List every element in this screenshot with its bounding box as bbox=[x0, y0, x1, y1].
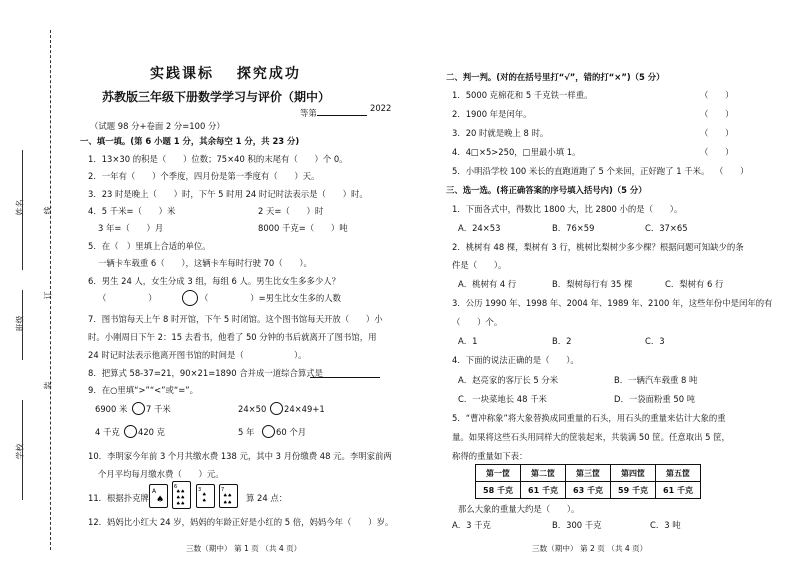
choice-5-question: 那么大象的重量大约是（ ）。 bbox=[458, 504, 580, 514]
weight-table bbox=[475, 464, 701, 499]
playing-card-1 bbox=[149, 484, 168, 508]
table-header-cell: 第一筐 bbox=[476, 465, 521, 482]
judge-1-answer[interactable]: （ ） bbox=[700, 90, 734, 100]
table-cell: 61 千克 bbox=[656, 482, 701, 499]
question-4c: 3 年=（ ）月 bbox=[98, 223, 164, 233]
table-cell: 59 千克 bbox=[611, 482, 656, 499]
playing-card-3 bbox=[196, 484, 215, 508]
q9-row2-c: 5 年 bbox=[238, 427, 255, 437]
choice-2-b: B．梨树每行有 35 棵 bbox=[552, 279, 633, 289]
svg-text:♠: ♠ bbox=[156, 495, 165, 505]
question-2: 2．一年有（ ）个季度，四月份是第一季度有（ ）天。 bbox=[88, 171, 320, 181]
page-1-footer: 三数（期中） 第 1 页 （共 4 页） bbox=[186, 544, 302, 553]
question-5: 5．在（ ）里填上合适的单位。 bbox=[88, 241, 211, 251]
table-row bbox=[476, 465, 701, 482]
compare-circle-icon[interactable] bbox=[270, 402, 283, 415]
question-10-line1: 10．李明家今年前 3 个月共缴水费 138 元，其中 3 月份缴费 48 元。李明家前两 bbox=[88, 451, 392, 461]
choice-4-a: A．赵亮家的客厅长 5 分米 bbox=[458, 375, 559, 385]
judge-4: 4．4□×5>250，□里最小填 1。 bbox=[452, 147, 581, 157]
compare-circle-icon[interactable] bbox=[182, 290, 198, 306]
section-1-heading: 一、填一填。(第 6 小题 1 分，其余每空 1 分，共 23 分) bbox=[80, 136, 300, 146]
q9-row2-a: 4 千克 bbox=[95, 427, 120, 437]
margin-label-bind: 装 bbox=[43, 381, 53, 390]
table-cell: 58 千克 bbox=[476, 482, 521, 499]
question-8-answer-line[interactable] bbox=[310, 377, 380, 378]
choice-5-line1: 5．“曹冲称象”将大象替换成同重量的石头，用石头的重量来估计大象的重 bbox=[452, 413, 726, 423]
school-blank-line bbox=[22, 400, 23, 500]
exam-year: 2022 bbox=[370, 103, 392, 113]
choice-2-a: A．桃树有 4 行 bbox=[458, 279, 517, 289]
choice-2-line1: 2．桃树有 48 棵，梨树有 3 行，桃树比梨树少多少棵？根据问题可知缺少的条 bbox=[452, 242, 744, 252]
question-7-line1: 7．图书馆每天上午 8 时开馆，下午 5 时闭馆。这个图书馆每天开放（ ）小 bbox=[88, 314, 383, 324]
question-10-line2: 个月平均每月缴水费（ ）元。 bbox=[98, 469, 224, 479]
choice-5-a: A．3 千克 bbox=[452, 520, 491, 530]
choice-3-line2: （ ）个。 bbox=[452, 317, 503, 327]
judge-5: 5．小明沿学校 100 米长的直跑道跑了 5 个来回，正好跑了 1 千米。 bbox=[452, 166, 710, 176]
table-cell: 63 千克 bbox=[566, 482, 611, 499]
choice-2-line2: 件是（ ）。 bbox=[452, 260, 507, 270]
svg-text:♠♠: ♠♠ bbox=[223, 500, 232, 506]
judge-3: 3．20 时就是晚上 8 时。 bbox=[452, 128, 549, 138]
question-1: 1．13×30 的积是（ ）位数；75×40 积的末尾有（ ）个 0。 bbox=[88, 154, 348, 164]
svg-text:A: A bbox=[152, 488, 157, 495]
choice-5-line2: 量。如果将这些石头用同样大的筐装起来，共装满 50 筐。任意取出 5 筐， bbox=[452, 432, 730, 442]
svg-text:♠♠: ♠♠ bbox=[176, 501, 185, 507]
choice-4: 4．下面的说法正确的是（ ）。 bbox=[452, 355, 579, 365]
table-header-cell: 第五筐 bbox=[656, 465, 701, 482]
compare-circle-icon[interactable] bbox=[132, 402, 145, 415]
choice-3-b: B．2 bbox=[552, 336, 572, 346]
q9-row1-b: 7 千米 bbox=[146, 404, 171, 414]
margin-label-name: 姓名 bbox=[15, 199, 25, 216]
judge-3-answer[interactable]: （ ） bbox=[700, 128, 734, 138]
table-header-cell: 第四筐 bbox=[611, 465, 656, 482]
playing-card-4 bbox=[219, 484, 238, 508]
question-11-suffix: 算 24 点： bbox=[246, 493, 288, 503]
question-4b: 2 天=（ ）时 bbox=[258, 206, 324, 216]
grade-label: 等第 bbox=[300, 108, 367, 117]
q9-row2-b: 420 克 bbox=[138, 427, 166, 437]
judge-5-answer[interactable]: （ ） bbox=[715, 166, 749, 176]
question-3: 3．23 时是晚上（ ）时，下午 5 时用 24 时记时法表示是（ ）时。 bbox=[88, 189, 368, 199]
margin-label-class: 班级 bbox=[15, 315, 25, 332]
question-5-detail: 一辆卡车载重 6（ ），这辆卡车每时行驶 70（ ）。 bbox=[98, 258, 312, 268]
judge-1: 1．5000 克棉花和 5 千克铁一样重。 bbox=[452, 90, 593, 100]
svg-text:♠♠: ♠♠ bbox=[223, 493, 232, 499]
compare-circle-icon[interactable] bbox=[124, 425, 137, 438]
choice-1-c: C．37×65 bbox=[645, 223, 688, 233]
svg-text:7: 7 bbox=[221, 487, 225, 493]
question-9: 9．在○里填“>”“<”或“=”。 bbox=[88, 385, 198, 395]
question-4d: 8000 千克=（ ）吨 bbox=[258, 223, 348, 233]
table-cell: 61 千克 bbox=[521, 482, 566, 499]
page-2-footer: 三数（期中） 第 2 页 （共 4 页） bbox=[532, 544, 648, 553]
compare-circle-icon[interactable] bbox=[262, 425, 275, 438]
question-4a: 4．5 千米=（ ）米 bbox=[88, 206, 176, 216]
exam-subtitle: 苏教版三年级下册数学学习与评价（期中） bbox=[102, 90, 331, 104]
playing-card-2 bbox=[172, 481, 191, 509]
class-blank-line bbox=[22, 290, 23, 360]
grade-blank[interactable] bbox=[317, 108, 367, 116]
svg-text:♠♠: ♠♠ bbox=[176, 489, 185, 495]
q9-row1-d: 24×49+1 bbox=[284, 404, 325, 414]
question-12: 12．妈妈比小红大 24 岁，妈妈的年龄正好是小红的 5 倍，妈妈今年（ ）岁。 bbox=[88, 517, 394, 527]
binding-dash-line bbox=[50, 30, 51, 550]
choice-5-b: B．300 千克 bbox=[552, 520, 602, 530]
choice-3-a: A．1 bbox=[458, 336, 478, 346]
question-11-prefix: 11．根据扑克牌 bbox=[88, 493, 149, 503]
judge-4-answer[interactable]: （ ） bbox=[700, 147, 734, 157]
q9-row2-d: 60 个月 bbox=[276, 427, 307, 437]
svg-text:6: 6 bbox=[174, 484, 178, 490]
choice-1-a: A．24×53 bbox=[458, 223, 501, 233]
svg-text:♠♠: ♠♠ bbox=[176, 495, 185, 501]
svg-text:♠: ♠ bbox=[202, 492, 207, 498]
question-7-line3: 24 时记时法表示他离开图书馆的时间是（ ）。 bbox=[88, 350, 307, 360]
svg-text:♠: ♠ bbox=[202, 498, 207, 504]
judge-2: 2．1900 年是闰年。 bbox=[452, 109, 532, 119]
score-note: （试题 98 分+卷面 2 分=100 分） bbox=[90, 121, 225, 131]
choice-1-b: B．76×59 bbox=[552, 223, 595, 233]
binding-margin bbox=[0, 0, 60, 561]
q9-row1-a: 6900 米 bbox=[95, 404, 128, 414]
choice-2-c: C．梨树有 6 行 bbox=[665, 279, 724, 289]
margin-label-school: 学校 bbox=[15, 443, 25, 460]
question-8: 8．把算式 58-37=21，90×21=1890 合并成一道综合算式是 bbox=[88, 368, 323, 378]
question-7-line2: 时。小刚周日下午 2：15 去看书，他看了 50 分钟的书后就离开了图书馆，用 bbox=[88, 332, 377, 342]
choice-1: 1．下面各式中，得数比 1800 大，比 2800 小的是（ ）。 bbox=[452, 204, 683, 214]
name-blank-line bbox=[22, 150, 23, 270]
table-row bbox=[476, 482, 701, 499]
choice-5-c: C．3 吨 bbox=[650, 520, 681, 530]
margin-label-staple: 订 bbox=[43, 291, 53, 300]
choice-4-c: C．一块菜地长 48 千米 bbox=[458, 394, 547, 404]
question-6-left-blank[interactable]: （ ） bbox=[98, 293, 157, 303]
table-header-cell: 第二筐 bbox=[521, 465, 566, 482]
question-6: 6．男生 24 人，女生分成 3 组，每组 6 人。男生比女生多多少人？ bbox=[88, 276, 340, 286]
section-3-heading: 三、选一选。(将正确答案的序号填入括号内)（5 分） bbox=[446, 185, 647, 195]
choice-5-line3: 称得的重量如下表： bbox=[452, 451, 528, 461]
exam-title: 实践课标 探究成功 bbox=[150, 66, 301, 82]
svg-text:3: 3 bbox=[198, 487, 202, 493]
question-6-right-blank[interactable]: （ ）=男生比女生多的人数 bbox=[200, 293, 342, 303]
margin-label-line: 线 bbox=[43, 206, 53, 215]
choice-4-d: D．一袋面粉重 50 吨 bbox=[614, 394, 696, 404]
judge-2-answer[interactable]: （ ） bbox=[700, 109, 734, 119]
q9-row1-c: 24×50 bbox=[238, 404, 267, 414]
table-header-cell: 第三筐 bbox=[566, 465, 611, 482]
choice-4-b: B．一辆汽车载重 8 吨 bbox=[614, 375, 698, 385]
choice-3-line1: 3．公历 1990 年、1998 年、2004 年、1989 年、2100 年，这些年份中是闰年的有 bbox=[452, 298, 773, 308]
section-2-heading: 二、判一判。(对的在括号里打“√”，错的打“×”)（5 分） bbox=[446, 72, 665, 82]
choice-3-c: C．3 bbox=[645, 336, 665, 346]
